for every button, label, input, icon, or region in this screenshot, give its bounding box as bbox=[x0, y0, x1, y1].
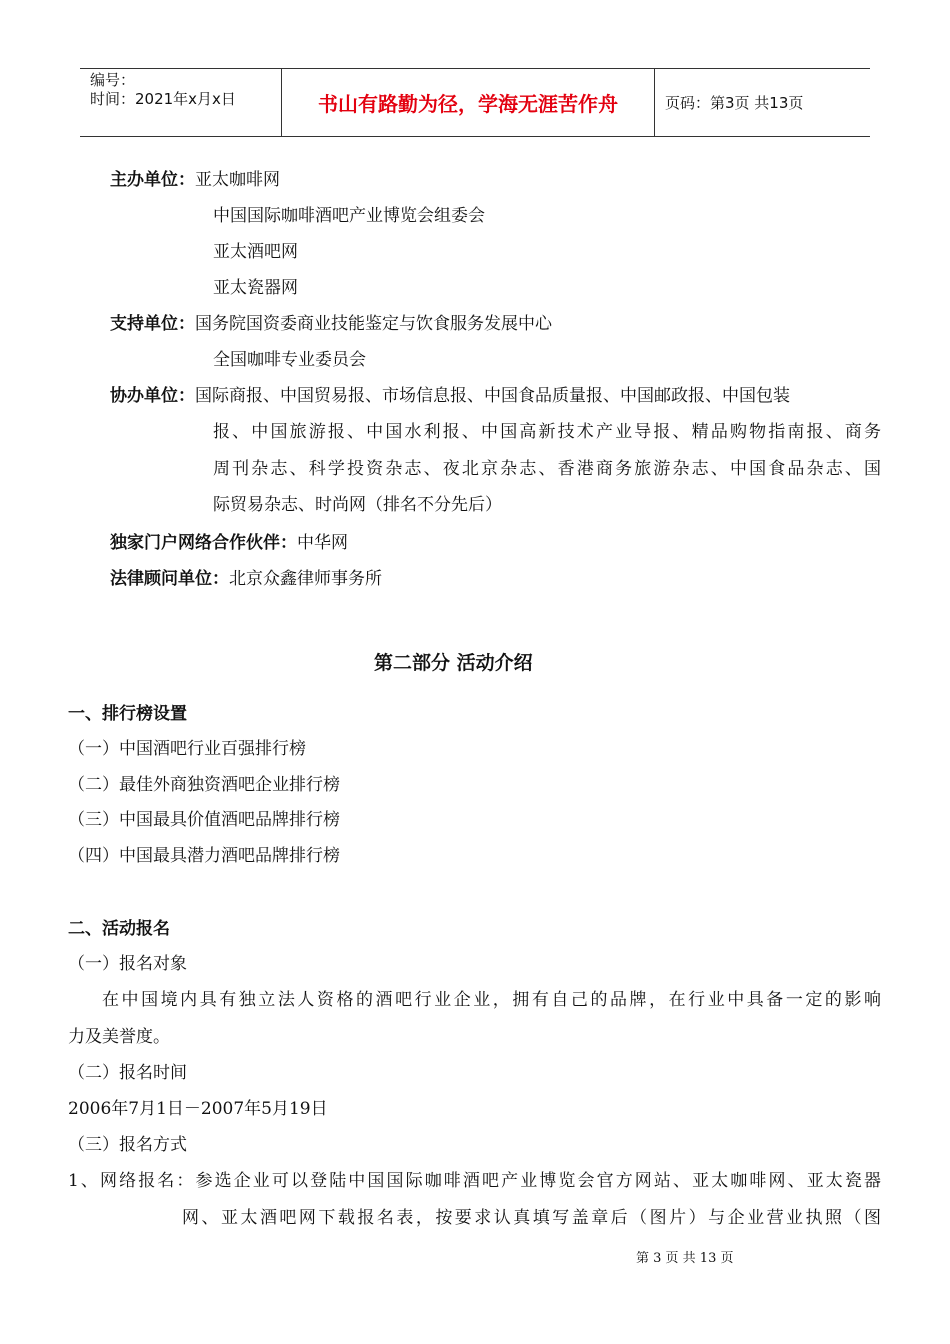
section2-heading: 二、活动报名 bbox=[68, 919, 170, 939]
support-item: 全国咖啡专业委员会 bbox=[213, 350, 366, 370]
paragraph-line: 力及美誉度。 bbox=[68, 1027, 170, 1047]
host-item: 亚太咖啡网 bbox=[195, 170, 280, 190]
subheading: （一）报名对象 bbox=[68, 954, 187, 974]
paragraph-line: 网、亚太酒吧网下载报名表，按要求认真填写盖章后（图片）与企业营业执照（图 bbox=[182, 1208, 881, 1228]
host-label: 主办单位： bbox=[110, 170, 195, 190]
host-item: 亚太酒吧网 bbox=[213, 242, 298, 262]
part-title: 第二部分 活动介绍 bbox=[374, 652, 533, 674]
registration-time: 2006年7月1日－2007年5月19日 bbox=[68, 1099, 328, 1119]
support-label: 支持单位： bbox=[110, 314, 195, 334]
header-meta bbox=[80, 69, 282, 136]
support-line bbox=[110, 313, 552, 335]
ranking-item: （四）中国最具潜力酒吧品牌排行榜 bbox=[68, 846, 340, 866]
ranking-item: （一）中国酒吧行业百强排行榜 bbox=[68, 739, 306, 759]
header-page: 页码：第3页 共13页 bbox=[665, 94, 804, 112]
paragraph-line: 在中国境内具有独立法人资格的酒吧行业企业，拥有自己的品牌，在行业中具备一定的影响 bbox=[102, 990, 881, 1010]
subheading: （三）报名方式 bbox=[68, 1135, 187, 1155]
section1-heading: 一、排行榜设置 bbox=[68, 704, 187, 724]
host-item: 亚太瓷器网 bbox=[213, 278, 298, 298]
co-item: 际贸易杂志、时尚网（排名不分先后） bbox=[213, 495, 502, 515]
header-motto: 书山有路勤为径，学海无涯苦作舟 bbox=[282, 69, 655, 136]
portal-value: 中华网 bbox=[297, 533, 348, 553]
portal-label: 独家门户网络合作伙伴： bbox=[110, 533, 297, 553]
paragraph-line: 1、网络报名：参选企业可以登陆中国国际咖啡酒吧产业博览会官方网站、亚太咖啡网、亚太瓷器 bbox=[68, 1171, 881, 1191]
co-item: 报、中国旅游报、中国水利报、中国高新技术产业导报、精品购物指南报、商务 bbox=[213, 422, 881, 442]
ranking-item: （三）中国最具价值酒吧品牌排行榜 bbox=[68, 810, 340, 830]
subheading: （二）报名时间 bbox=[68, 1063, 187, 1083]
co-item: 国际商报、中国贸易报、市场信息报、中国食品质量报、中国邮政报、中国包装 bbox=[195, 386, 790, 406]
page-footer: 第 3 页 共 13 页 bbox=[636, 1251, 734, 1266]
ranking-item: （二）最佳外商独资酒吧企业排行榜 bbox=[68, 775, 340, 795]
header-number: 编号： bbox=[90, 71, 136, 89]
legal-value: 北京众鑫律师事务所 bbox=[229, 569, 382, 589]
co-item: 周刊杂志、科学投资杂志、夜北京杂志、香港商务旅游杂志、中国食品杂志、国 bbox=[213, 459, 881, 479]
legal-label: 法律顾问单位： bbox=[110, 569, 229, 589]
portal-line bbox=[110, 532, 348, 554]
header-time: 时间：2021年x月x日 bbox=[90, 90, 236, 108]
document-header bbox=[80, 68, 870, 137]
legal-line bbox=[110, 568, 382, 590]
host-item: 中国国际咖啡酒吧产业博览会组委会 bbox=[213, 206, 485, 226]
co-line bbox=[110, 385, 790, 407]
host-line bbox=[110, 169, 280, 191]
co-label: 协办单位： bbox=[110, 386, 195, 406]
support-item: 国务院国资委商业技能鉴定与饮食服务发展中心 bbox=[195, 314, 552, 334]
